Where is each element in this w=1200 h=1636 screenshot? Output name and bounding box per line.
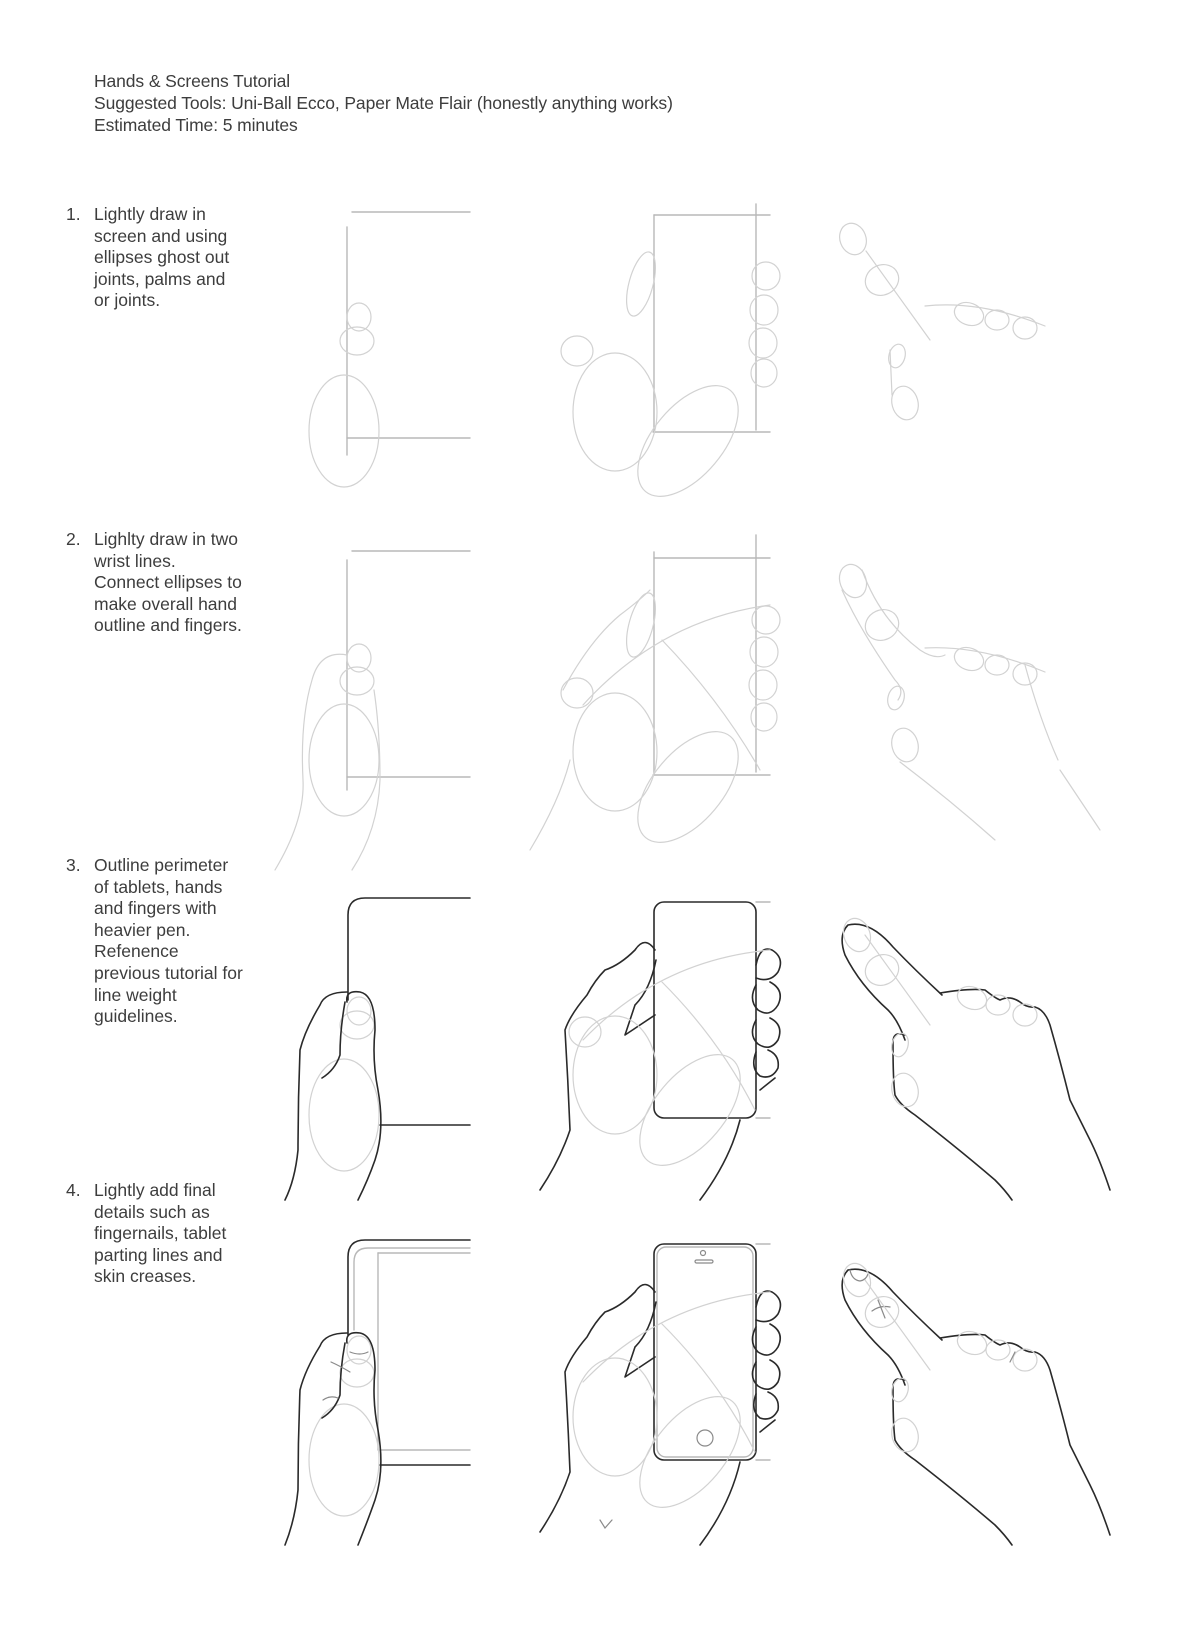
step-3-text: Outline perimeter of tablets, hands and fingers with heavier pen. Refenence previous tutorial for line weight guidelines. [94,855,243,1027]
suggested-tools: Suggested Tools: Uni-Ball Ecco, Paper Mate Flair (honestly anything works) [94,93,673,113]
tutorial-title: Hands & Screens Tutorial [94,71,291,91]
step-4-text: Lightly add final details such as fingernails, tablet parting lines and skin creases. [94,1180,227,1287]
step-2-pointing-hand-sketch [835,561,1100,840]
home-button-icon [697,1430,713,1446]
step-3-pointing-hand-drawing [839,915,1110,1200]
earpiece-icon [695,1260,713,1263]
step-3-number: 3. [66,855,81,875]
step-3-phone-drawing [540,902,780,1200]
step-2-number: 2. [66,529,81,549]
step-1-pointing-hand-sketch [835,220,1045,423]
step-4-pointing-hand-drawing [839,1260,1110,1545]
step-1-number: 1. [66,204,81,224]
estimated-time: Estimated Time: 5 minutes [94,115,298,135]
step-1-text: Lightly draw in screen and using ellipses ghost out joints, palms and or joints. [94,204,230,311]
step-4-phone-drawing [540,1244,780,1545]
step-3-tablet-drawing [285,898,470,1200]
front-camera-icon [701,1251,706,1256]
step-2-phone-sketch [530,535,780,860]
step-1-tablet-sketch [309,212,470,487]
step-2-tablet-sketch [275,551,470,870]
step-4-tablet-drawing [285,1240,470,1545]
step-1-phone-sketch [561,204,780,514]
step-4-number: 4. [66,1180,81,1200]
step-2-text: Lighlty draw in two wrist lines. Connect ellipses to make overall hand outline and fingers. [94,529,242,636]
